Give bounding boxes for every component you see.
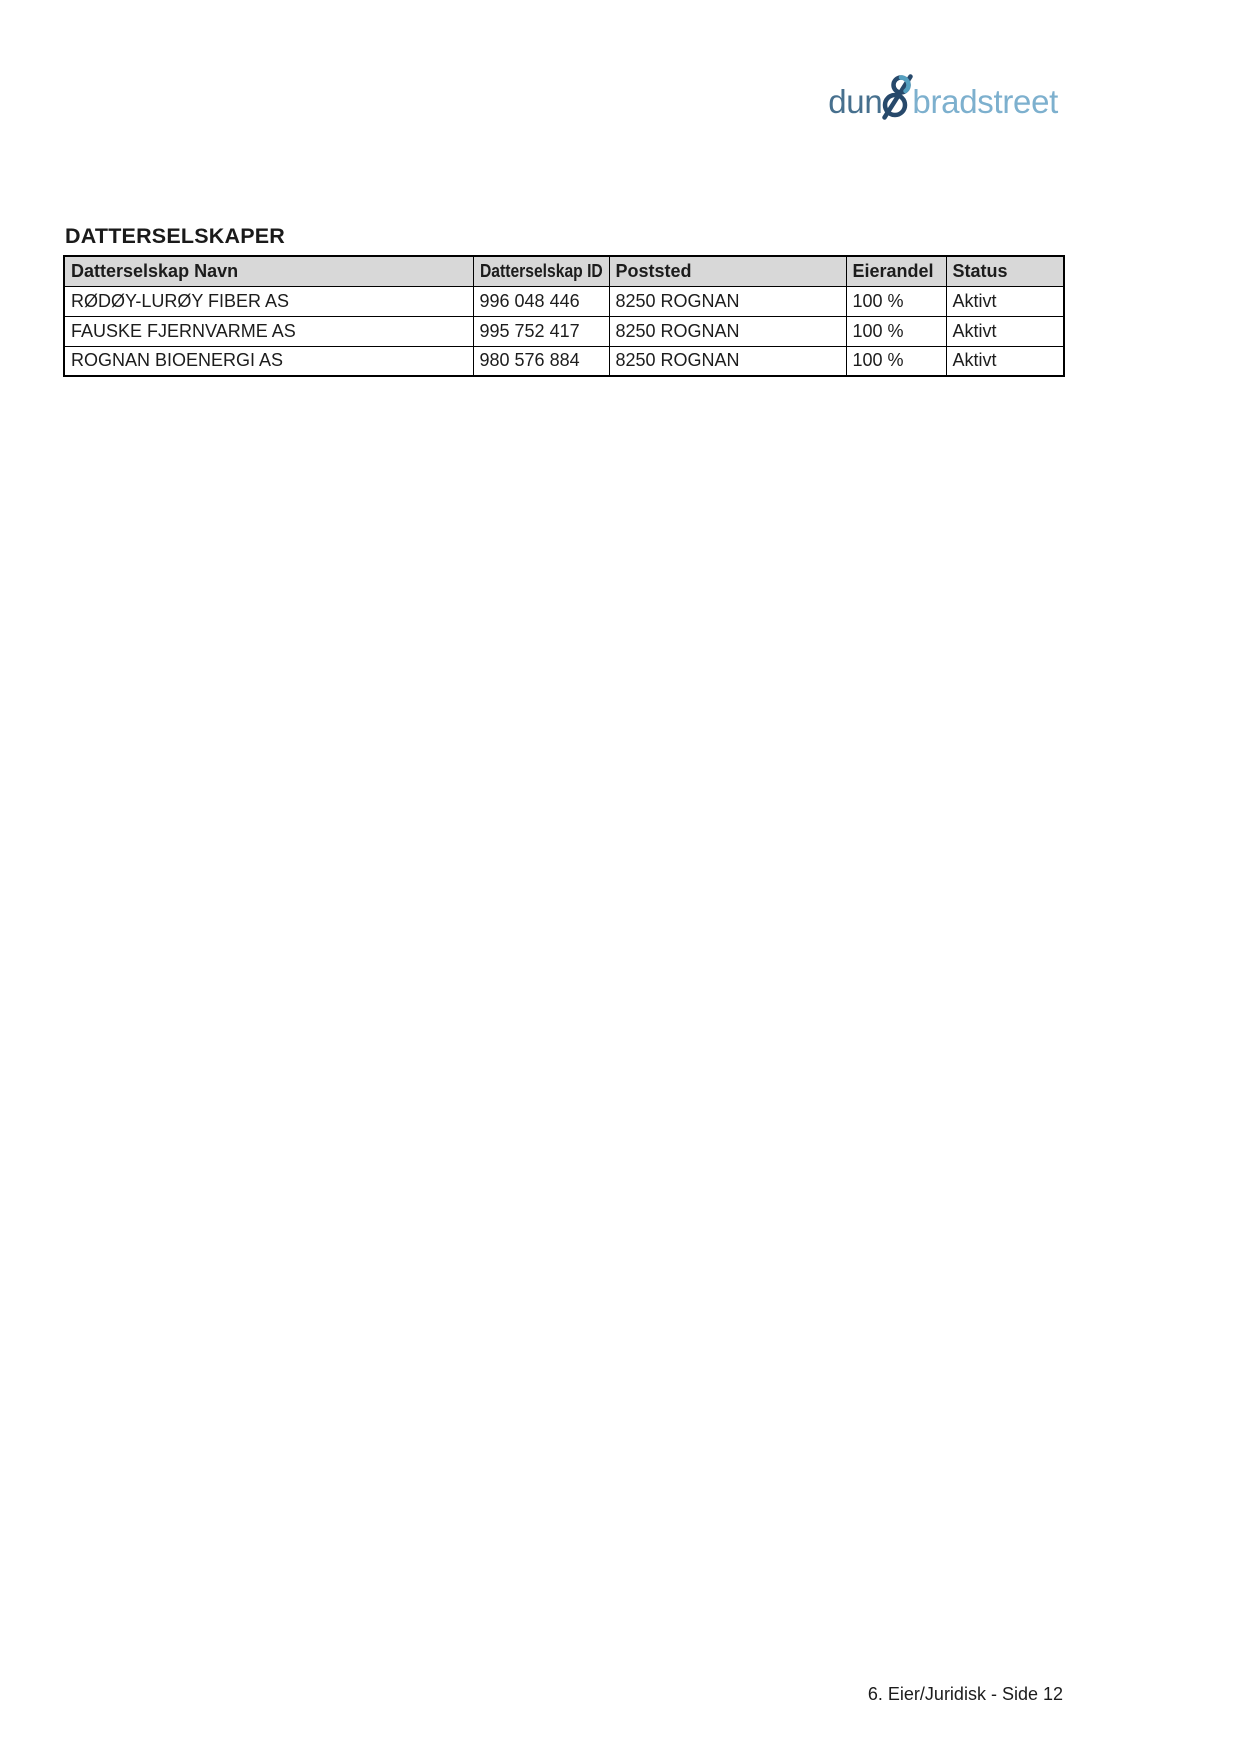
- cell-poststed: 8250 ROGNAN: [609, 286, 846, 316]
- column-header-label: Status: [952, 260, 1008, 281]
- cell-eierandel: 100 %: [846, 346, 946, 376]
- cell-id: 980 576 884: [473, 346, 609, 376]
- section-title: DATTERSELSKAPER: [65, 224, 286, 248]
- logo-dun-text: dun: [828, 83, 883, 120]
- cell-eierandel: 100 %: [846, 316, 946, 346]
- logo-bradstreet-text: bradstreet: [912, 83, 1058, 120]
- column-header-label: Eierandel: [852, 260, 934, 281]
- column-header-poststed: [609, 256, 846, 286]
- ampersand-icon: [881, 74, 915, 120]
- column-header-status: [946, 256, 1064, 286]
- cell-status: Aktivt: [946, 286, 1064, 316]
- table-row: [64, 346, 1064, 376]
- page-footer: 6. Eier/Juridisk - Side 12: [867, 1684, 1063, 1704]
- column-header-label: Datterselskap Navn: [71, 260, 239, 281]
- column-header-label: Datterselskap ID: [479, 260, 603, 281]
- cell-id: 996 048 446: [473, 286, 609, 316]
- cell-navn: ROGNAN BIOENERGI AS: [64, 346, 473, 376]
- column-header-datterselskap-id: [473, 256, 609, 286]
- cell-navn: RØDØY-LURØY FIBER AS: [64, 286, 473, 316]
- cell-status: Aktivt: [946, 346, 1064, 376]
- column-header-eierandel: [846, 256, 946, 286]
- column-header-datterselskap-navn: [64, 256, 473, 286]
- cell-poststed: 8250 ROGNAN: [609, 316, 846, 346]
- table-header-row: [64, 256, 1064, 286]
- cell-navn: FAUSKE FJERNVARME AS: [64, 316, 473, 346]
- table-row: [64, 316, 1064, 346]
- column-header-label: Poststed: [615, 260, 692, 281]
- cell-eierandel: 100 %: [846, 286, 946, 316]
- cell-poststed: 8250 ROGNAN: [609, 346, 846, 376]
- subsidiaries-table: [63, 255, 1065, 377]
- table-row: [64, 286, 1064, 316]
- cell-id: 995 752 417: [473, 316, 609, 346]
- cell-status: Aktivt: [946, 316, 1064, 346]
- dnb-logo: [828, 74, 1058, 118]
